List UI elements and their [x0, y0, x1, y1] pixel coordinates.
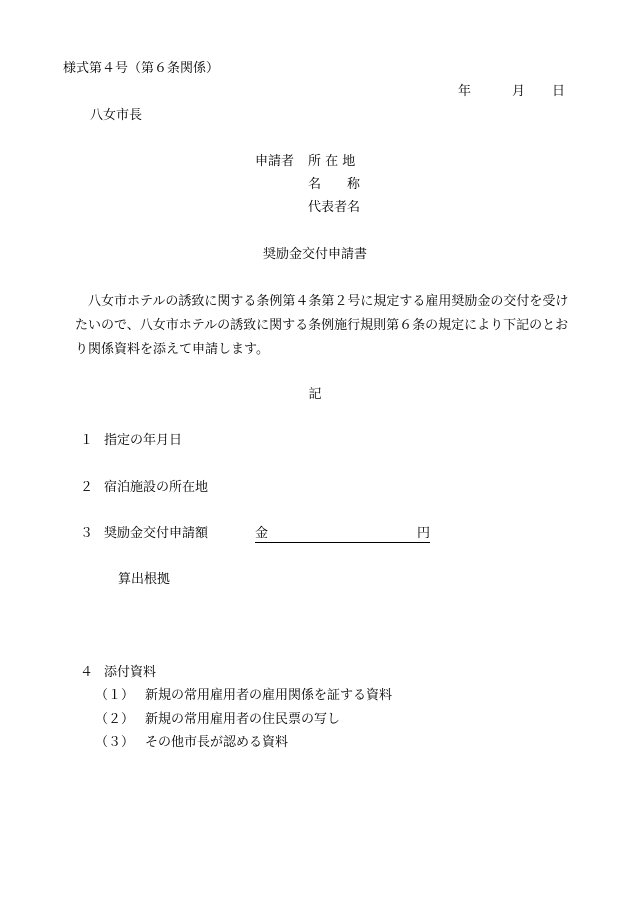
attachment-number: （３）: [95, 735, 135, 750]
item-number: ３: [80, 526, 94, 541]
item-number: ４: [80, 665, 94, 680]
item-facility-location: [80, 480, 208, 496]
name-label: 名 称: [308, 177, 361, 192]
item-number: １: [80, 433, 94, 448]
attachment-label: 新規の常用雇用者の雇用関係を証する資料: [145, 688, 393, 703]
item-number: ２: [80, 480, 94, 495]
attachment-label: その他市長が認める資料: [145, 735, 289, 750]
attachment-item: [95, 712, 340, 728]
calculation-basis-label: 算出根拠: [118, 572, 171, 587]
addressee: 八女市長: [90, 108, 143, 123]
item-label: 宿泊施設の所在地: [104, 480, 209, 495]
attachment-item: [95, 735, 288, 751]
attachment-label: 新規の常用雇用者の住民票の写し: [145, 712, 341, 727]
item-label: 添付資料: [104, 665, 157, 680]
amount-prefix: 金: [255, 526, 269, 541]
ki-heading: 記: [308, 387, 322, 402]
item-label: 指定の年月日: [104, 433, 183, 448]
amount-suffix: 円: [416, 526, 430, 541]
item-requested-amount: [80, 526, 208, 542]
date-day-label: 日: [552, 84, 566, 99]
date-year-label: 年: [458, 84, 472, 99]
address-label: 所 在 地: [308, 154, 356, 169]
item-designation-date: [80, 433, 182, 449]
attachment-item: [95, 688, 392, 704]
item-label: 奨励金交付申請額: [104, 526, 209, 541]
document-title: 奨励金交付申請書: [262, 247, 367, 262]
application-body-text: 八女市ホテルの誘致に関する条例第４条第２号に規定する雇用奨励金の交付を受けたいので、八女市ホテルの誘致に関する条例施行規則第６条の規定により下記のとおり関係資料を添えて申請します。: [75, 294, 569, 357]
attachment-number: （１）: [95, 688, 135, 703]
attachment-number: （２）: [95, 712, 135, 727]
item-attachments: [80, 665, 156, 681]
applicant-label: 申請者: [255, 154, 295, 169]
date-line: [458, 84, 565, 100]
form-number: 様式第４号（第６条関係）: [63, 61, 220, 76]
amount-field[interactable]: [255, 526, 430, 543]
date-month-label: 月: [512, 84, 526, 99]
representative-label: 代表者名: [308, 200, 361, 215]
